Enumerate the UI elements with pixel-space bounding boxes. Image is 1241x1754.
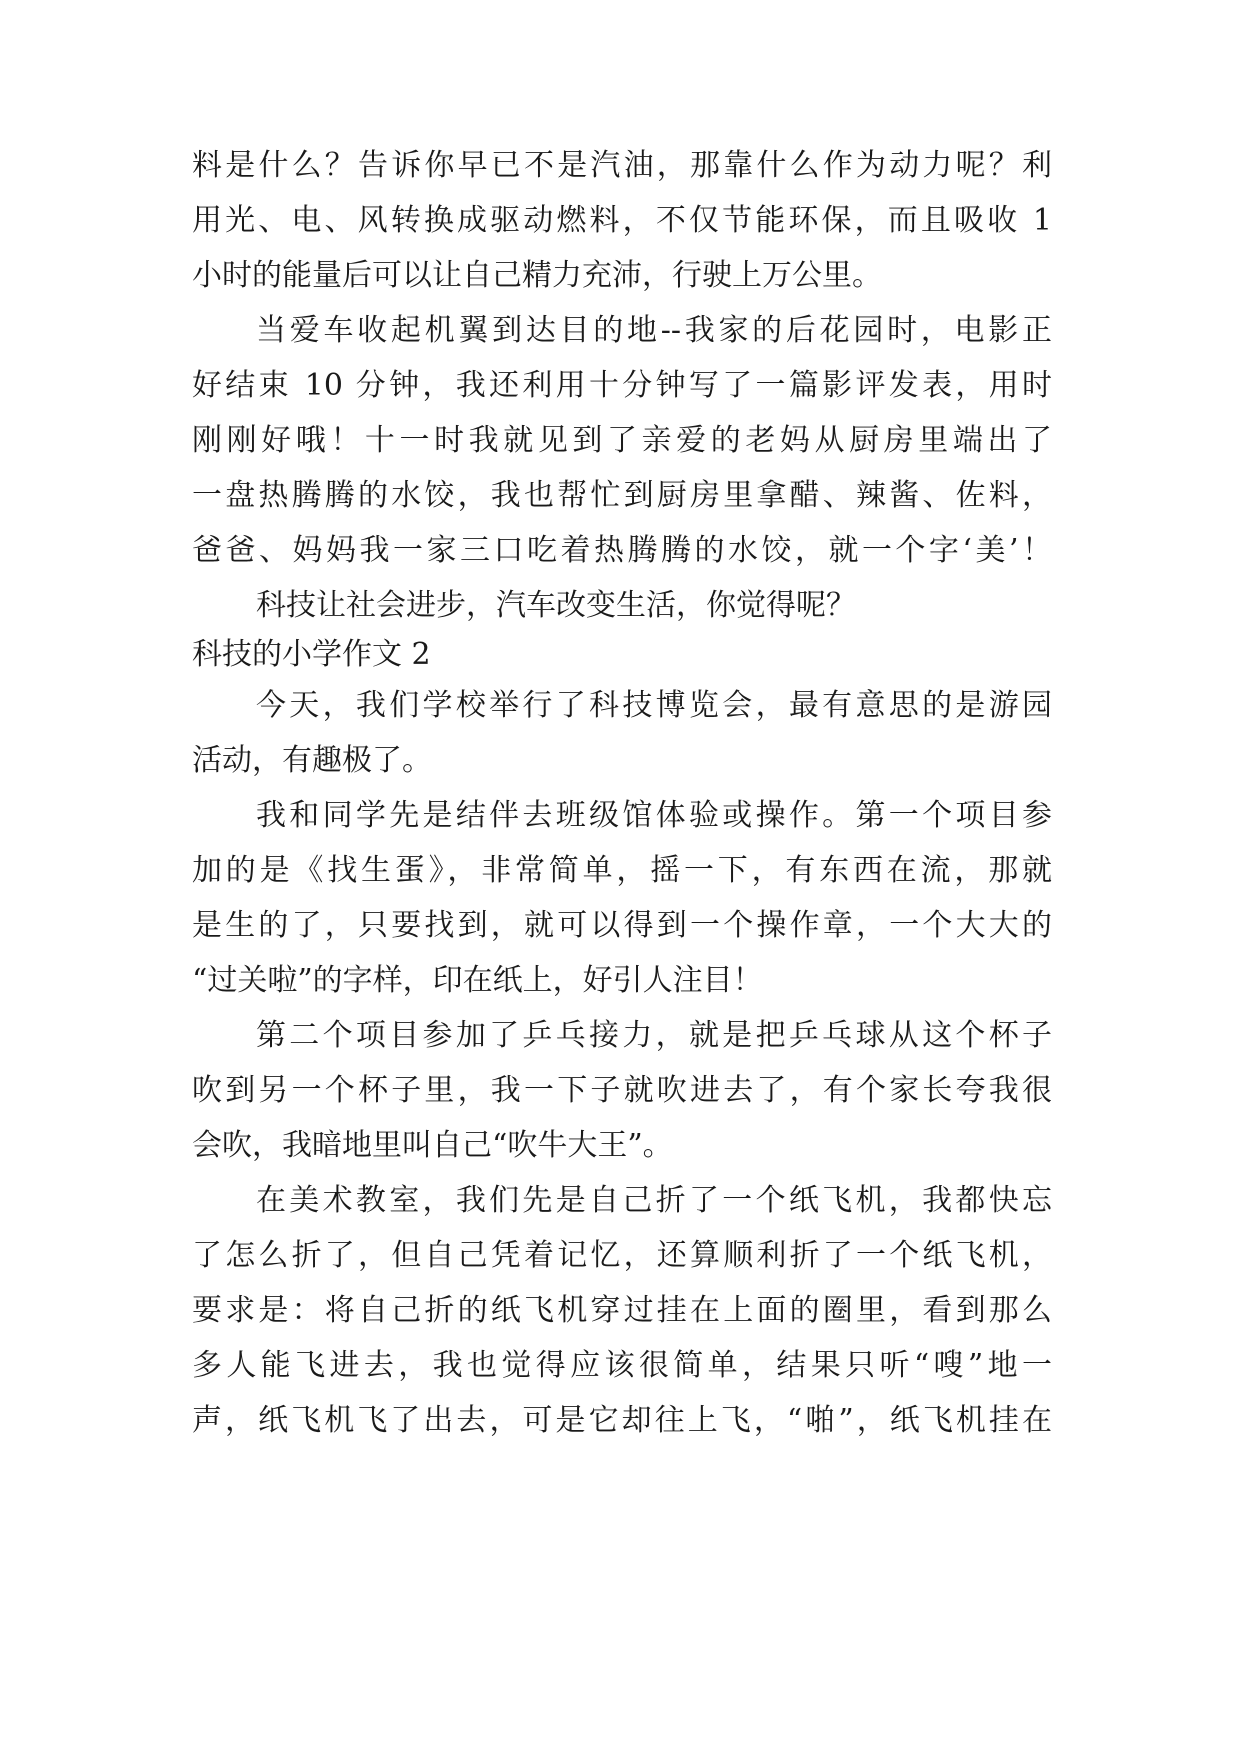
- text-line: 吹到另一个杯子里，我一下子就吹进去了，有个家长夸我很: [192, 1073, 1052, 1108]
- text-line: 科技让社会进步，汽车改变生活，你觉得呢？: [256, 588, 856, 623]
- text-line: 一盘热腾腾的水饺，我也帮忙到厨房里拿醋、辣酱、佐料，: [192, 478, 1052, 513]
- text-line: 刚刚好哦！十一时我就见到了亲爱的老妈从厨房里端出了: [192, 423, 1052, 458]
- text-line: 在美术教室，我们先是自己折了一个纸飞机，我都快忘: [256, 1183, 1052, 1218]
- text-line: 活动，有趣极了。: [192, 743, 432, 778]
- text-line: 小时的能量后可以让自己精力充沛，行驶上万公里。: [192, 258, 882, 293]
- text-line: 爸爸、妈妈我一家三口吃着热腾腾的水饺，就一个字‘美’！: [192, 533, 1052, 568]
- text-line: 当爱车收起机翼到达目的地--我家的后花园时，电影正: [256, 313, 1052, 348]
- text-line: 要求是：将自己折的纸飞机穿过挂在上面的圈里，看到那么: [192, 1293, 1052, 1328]
- text-line: 加的是《找生蛋》，非常简单，摇一下，有东西在流，那就: [192, 853, 1052, 888]
- text-line: 今天，我们学校举行了科技博览会，最有意思的是游园: [256, 688, 1052, 723]
- text-line: 是生的了，只要找到，就可以得到一个操作章，一个大大的: [192, 908, 1052, 943]
- text-line: 会吹，我暗地里叫自己“吹牛大王”。: [192, 1128, 673, 1163]
- text-line: 了怎么折了，但自己凭着记忆，还算顺利折了一个纸飞机，: [192, 1238, 1052, 1273]
- text-line: 用光、电、风转换成驱动燃料，不仅节能环保，而且吸收 1: [192, 203, 1052, 238]
- text-line: “过关啦”的字样，印在纸上，好引人注目！: [192, 963, 763, 998]
- text-line: 料是什么？告诉你早已不是汽油，那靠什么作为动力呢？利: [192, 148, 1052, 183]
- text-line: 声，纸飞机飞了出去，可是它却往上飞，“啪”，纸飞机挂在: [192, 1403, 1052, 1438]
- section-heading: 科技的小学作文 2: [192, 637, 431, 672]
- text-line: 第二个项目参加了乒乓接力，就是把乒乓球从这个杯子: [256, 1018, 1052, 1053]
- text-line: 我和同学先是结伴去班级馆体验或操作。第一个项目参: [256, 798, 1052, 833]
- text-line: 多人能飞进去，我也觉得应该很简单，结果只听“嗖”地一: [192, 1348, 1052, 1383]
- text-line: 好结束 10 分钟，我还利用十分钟写了一篇影评发表，用时: [192, 368, 1052, 403]
